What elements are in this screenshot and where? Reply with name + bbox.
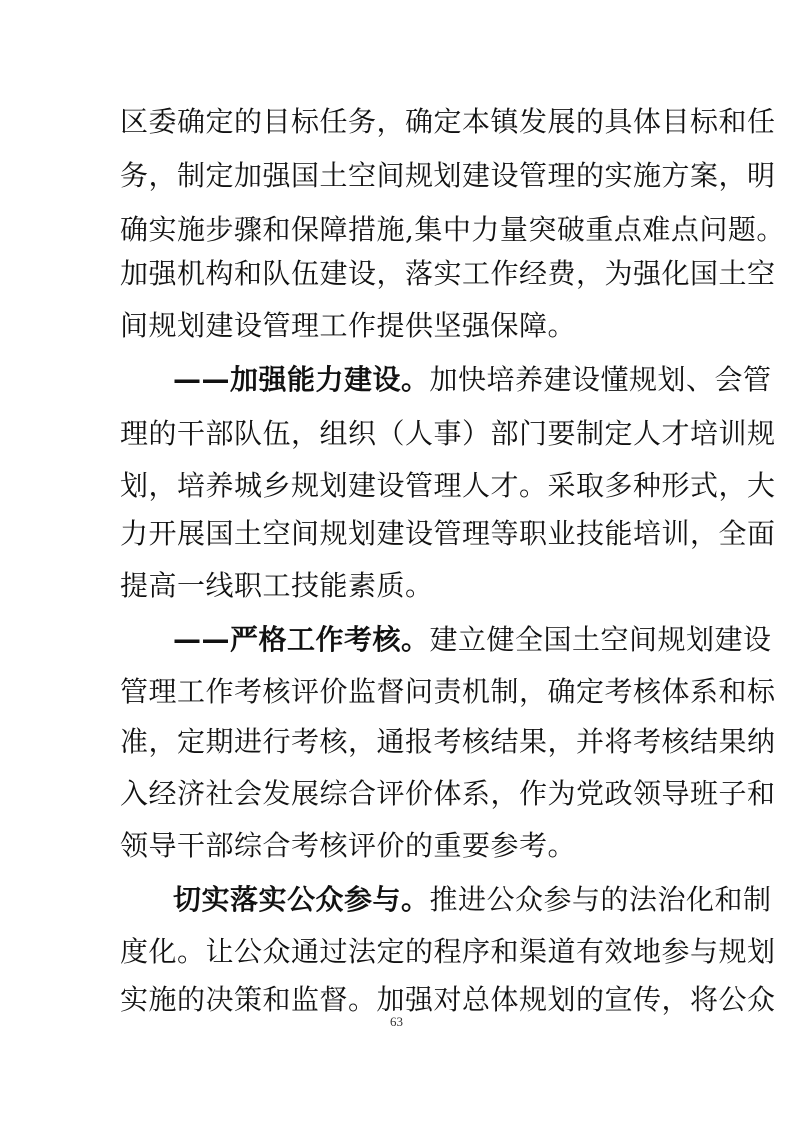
- section-heading: 切实落实公众参与。: [173, 883, 430, 916]
- paragraph-line: 领导干部综合考核评价的重要参考。: [120, 829, 577, 862]
- paragraph-line: 间规划建设管理工作提供坚强保障。: [120, 309, 577, 342]
- paragraph-line: 理的干部队伍，组织（人事）部门要制定人才培训规: [120, 417, 776, 450]
- section-heading-line: ——严格工作考核。建立健全国土空间规划建设: [173, 623, 772, 656]
- paragraph-line: 度化。让公众通过法定的程序和渠道有效地参与规划: [120, 935, 776, 968]
- paragraph-line: 划，培养城乡规划建设管理人才。采取多种形式，大: [120, 469, 776, 502]
- paragraph-line: 加强机构和队伍建设，落实工作经费，为强化国土空: [120, 257, 776, 290]
- section-heading-line: ——加强能力建设。加快培养建设懂规划、会管: [173, 363, 772, 396]
- section-heading-line: 切实落实公众参与。推进公众参与的法治化和制: [173, 883, 772, 916]
- paragraph-line: 力开展国土空间规划建设管理等职业技能培训，全面: [120, 517, 776, 550]
- paragraph-line: 确实施步骤和保障措施,集中力量突破重点难点问题。: [120, 213, 785, 246]
- paragraph-line: 区委确定的目标任务，确定本镇发展的具体目标和任: [120, 105, 776, 138]
- paragraph-line: 实施的决策和监督。加强对总体规划的宣传，将公众: [120, 983, 776, 1016]
- paragraph-line: 务，制定加强国土空间规划建设管理的实施方案，明: [120, 159, 776, 192]
- paragraph-line: 准，定期进行考核，通报考核结果，并将考核结果纳: [120, 725, 776, 758]
- section-heading: ——严格工作考核。: [173, 623, 430, 656]
- section-heading: ——加强能力建设。: [173, 363, 430, 396]
- paragraph-line: 管理工作考核评价监督问责机制，确定考核体系和标: [120, 675, 776, 708]
- paragraph-line: 入经济社会发展综合评价体系，作为党政领导班子和: [120, 777, 776, 810]
- paragraph-line: 提高一线职工技能素质。: [120, 569, 434, 602]
- page-number: 63: [390, 1014, 403, 1029]
